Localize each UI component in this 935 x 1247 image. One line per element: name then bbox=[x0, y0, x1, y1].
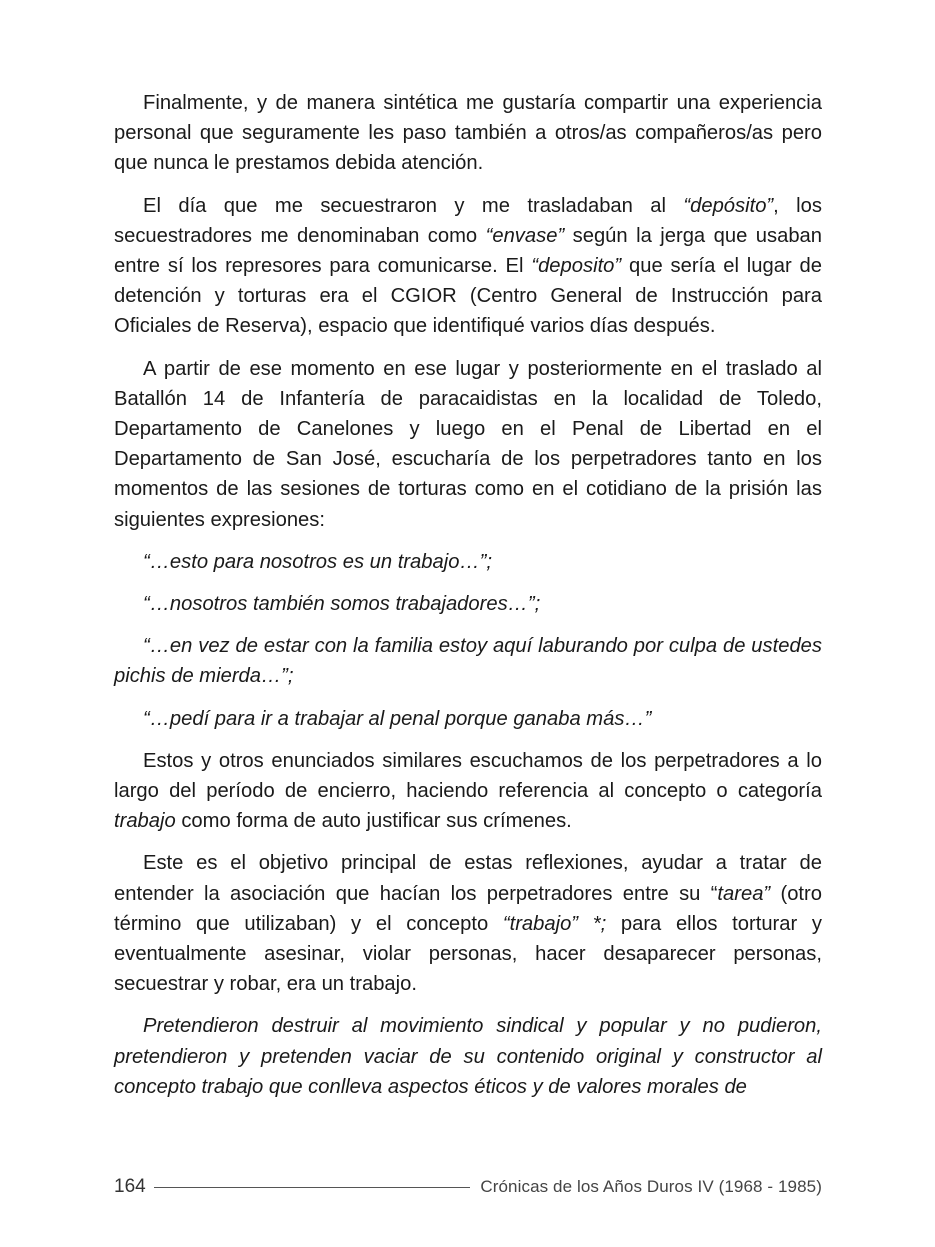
quote-4: “…pedí para ir a trabajar al penal porque ganaba más…” bbox=[143, 707, 652, 730]
quote-2: “…nosotros también somos trabajadores…”; bbox=[143, 593, 541, 616]
paragraph-4: Estos y otros enunciados similares escuchamos de los perpetradores a lo largo del período de encierro, haciendo referencia al concepto o categoría trabajo como forma de auto justificar sus crímenes. bbox=[114, 749, 822, 833]
term-trabajo-2: “trabajo” *; bbox=[502, 912, 607, 935]
page-number: 164 bbox=[114, 1176, 146, 1197]
page-footer bbox=[114, 1172, 822, 1202]
footer-rule bbox=[154, 1187, 471, 1188]
term-tarea: tarea” bbox=[717, 882, 771, 905]
page-body bbox=[114, 88, 822, 1114]
paragraph-1: Finalmente, y de manera sintética me gustaría compartir una experiencia personal que seguramente les paso también a otros/as compañeros/as pero que nunca le prestamos debida atención. bbox=[114, 92, 822, 175]
quote-3: “…en vez de estar con la familia estoy aquí laburando por culpa de ustedes pichis de mierda…”; bbox=[114, 635, 822, 688]
term-envase: “envase” bbox=[485, 224, 565, 247]
book-title: Crónicas de los Años Duros IV (1968 - 1985) bbox=[480, 1177, 822, 1196]
paragraph-2: El día que me secuestraron y me trasladaban al “depósito”, los secuestradores me denominaban como “envase” según la jerga que usaban entre sí los represores para comunicarse. El “deposito” que sería el lugar de detención y torturas era el CGIOR (Centro General de Instrucción para Oficiales de Reserva), espacio que identifiqué varios días después. bbox=[114, 194, 822, 338]
term-trabajo: trabajo bbox=[114, 810, 176, 833]
paragraph-6: Pretendieron destruir al movimiento sindical y popular y no pudieron, pretendieron y pretenden vaciar de su contenido original y constructor al concepto trabajo que conlleva aspectos éticos y de valores morales de bbox=[114, 1015, 822, 1098]
paragraph-5: Este es el objetivo principal de estas reflexiones, ayudar a tratar de entender la asociación que hacían los perpetradores entre su “tarea” (otro término que utilizaban) y el concepto “trabajo” *; para ellos torturar y eventualmente asesinar, violar personas, hacer desaparecer personas, secuestrar y robar, era un trabajo. bbox=[114, 852, 823, 996]
term-deposito-2: “deposito” bbox=[531, 255, 622, 278]
paragraph-3: A partir de ese momento en ese lugar y posteriormente en el traslado al Batallón 14 de Infantería de paracaidistas en la localidad de Toledo, Departamento de Canelones y luego en el Penal de Libertad en el Departamento de San José, escucharía de los perpetradores tanto en los momentos de las sesiones de torturas como en el cotidiano de la prisión las siguientes expresiones: bbox=[114, 357, 822, 531]
term-deposito: “depósito” bbox=[683, 194, 774, 217]
quote-1: “…esto para nosotros es un trabajo…”; bbox=[143, 550, 492, 573]
